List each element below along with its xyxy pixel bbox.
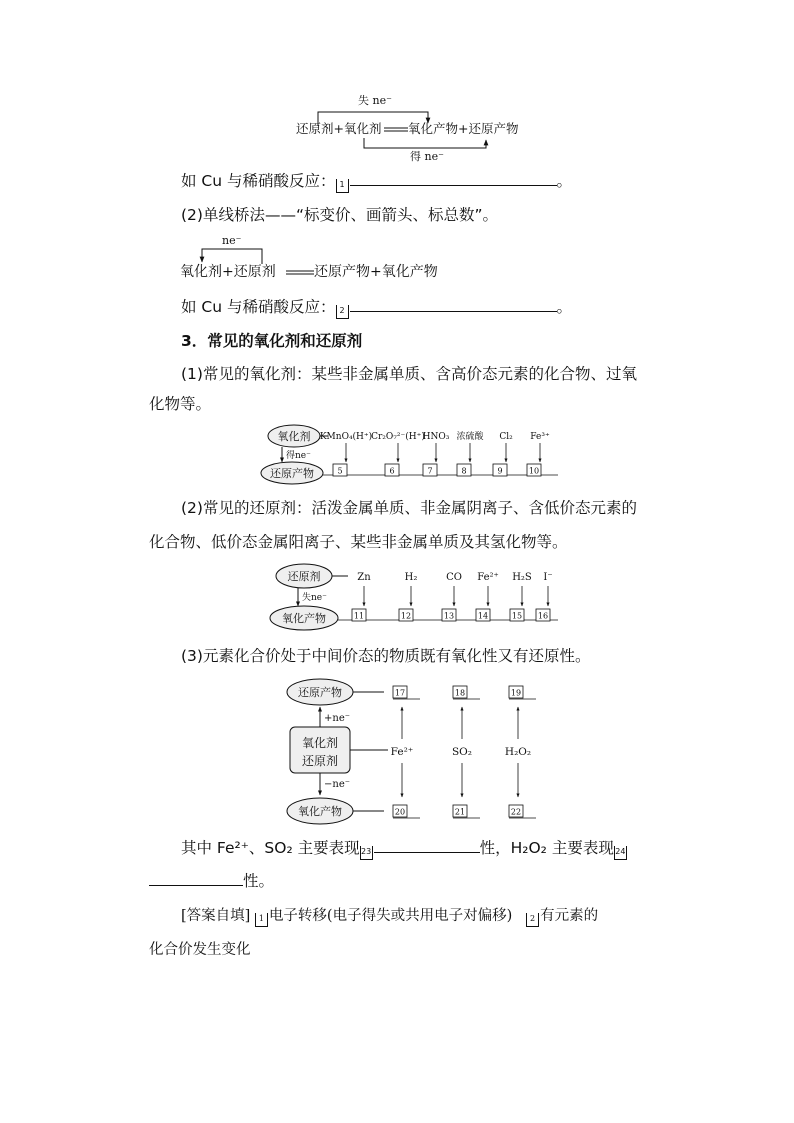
svg-text:9: 9	[497, 466, 503, 476]
oxidant-formula: Fe³⁺	[530, 432, 550, 442]
summary-line-1	[181, 838, 628, 860]
gain-electrons-label: 得ne⁻	[286, 451, 311, 461]
svg-text:17: 17	[394, 688, 406, 698]
oxidant-formula: Cr₂O₇²⁻(H⁺)	[371, 432, 425, 442]
reductant-formula: Zn	[357, 572, 371, 583]
example-line-2	[181, 297, 572, 319]
answer-box	[333, 464, 347, 476]
double-bridge-equation	[290, 90, 540, 162]
svg-text:6: 6	[389, 466, 395, 476]
svg-text:8: 8	[461, 466, 467, 476]
answer-marker: 2	[526, 913, 539, 927]
svg-text:5: 5	[337, 466, 343, 476]
svg-text:7: 7	[427, 466, 433, 476]
minus-electrons-label: −ne⁻	[324, 779, 351, 790]
answer-box	[509, 805, 523, 817]
answer-marker: 1	[336, 179, 349, 193]
single-bridge-equation	[178, 232, 468, 284]
example-prefix: 如 Cu 与稀硝酸反应：	[181, 172, 336, 190]
oxidant-formula: KMnO₄(H⁺)	[319, 432, 373, 442]
answer-box	[457, 464, 471, 476]
lose-electrons-label: 失ne⁻	[302, 593, 327, 603]
answer-box	[385, 464, 399, 476]
answer-box	[393, 805, 407, 817]
answer-box	[527, 464, 541, 476]
answer-box	[536, 609, 550, 621]
answer-marker: 2	[336, 305, 349, 319]
equation-right: 氧化产物+还原产物	[408, 121, 519, 136]
answer-marker: 1	[255, 913, 268, 927]
period: 。	[556, 298, 573, 316]
summary-text: 性，H₂O₂ 主要表现	[479, 839, 614, 857]
oxidant-oval: 氧化剂	[277, 430, 311, 443]
oxidant-formula: Cl₂	[499, 432, 513, 442]
intermediate-valence-diagram	[284, 675, 554, 833]
answer-box	[399, 609, 413, 621]
answer-box	[442, 609, 456, 621]
equation-right: 还原产物+氧化产物	[314, 264, 438, 280]
answer-box	[393, 686, 407, 698]
svg-text:22: 22	[510, 807, 522, 817]
answer-marker: 23	[360, 846, 373, 860]
oxidation-product-oval: 氧化产物	[282, 612, 326, 625]
intermediate-valence-para: (3)元素化合价处于中间价态的物质既有氧化性又有还原性。	[181, 647, 591, 665]
example-prefix: 如 Cu 与稀硝酸反应：	[181, 298, 336, 316]
svg-text:15: 15	[511, 611, 523, 621]
plus-electrons-label: +ne⁻	[324, 713, 351, 724]
section-heading: 3．常见的氧化剂和还原剂	[181, 332, 363, 350]
summary-text: 性。	[243, 872, 275, 890]
reductant-formula: H₂S	[512, 572, 532, 583]
svg-text:16: 16	[537, 611, 549, 621]
reductant-label: 还原剂	[301, 754, 339, 768]
equation-left: 氧化剂+还原剂	[180, 264, 276, 280]
reductant-formula: I⁻	[543, 572, 553, 583]
oxidation-product-oval: 氧化产物	[298, 805, 342, 818]
example-line-1	[181, 171, 572, 193]
single-bridge-heading: (2)单线桥法——“标变价、画箭头、标总数”。	[181, 206, 499, 224]
answer-box	[453, 805, 467, 817]
answer-box	[510, 609, 524, 621]
reductant-formula: CO	[446, 572, 462, 583]
period: 。	[556, 172, 573, 190]
reductant-formula: H₂	[404, 572, 418, 583]
svg-text:14: 14	[477, 611, 489, 621]
oxidant-formula: HNO₃	[422, 432, 450, 442]
answer-box	[423, 464, 437, 476]
answer-line-1	[181, 906, 598, 927]
answer-box	[453, 686, 467, 698]
oxidant-diagram	[258, 422, 568, 488]
answer-line-2: 化合价发生变化	[149, 942, 251, 958]
reduction-product-oval: 还原产物	[270, 467, 314, 480]
oxidant-para-line-2: 化物等。	[149, 395, 212, 413]
lose-electrons-label: 失 ne⁻	[358, 94, 392, 107]
answer-text: 有元素的	[540, 908, 599, 924]
answer-box	[352, 609, 366, 621]
reduction-product-oval: 还原产物	[298, 686, 342, 699]
answer-label: [答案自填]	[181, 908, 251, 924]
answer-box	[476, 609, 490, 621]
reductant-formula: Fe²⁺	[477, 572, 499, 583]
reductant-para-line-1: (2)常见的还原剂：活泼金属单质、非金属阴离子、含低价态元素的	[181, 499, 637, 517]
svg-text:11: 11	[353, 611, 365, 621]
answer-blank[interactable]	[350, 171, 557, 186]
svg-text:10: 10	[528, 466, 540, 476]
summary-text: 其中 Fe²⁺、SO₂ 主要表现	[181, 839, 360, 857]
oxidant-label: 氧化剂	[301, 736, 339, 750]
reductant-para-line-2: 化合物、低价态金属阳离子、某些非金属单质及其氢化物等。	[149, 533, 568, 551]
answer-box	[509, 686, 523, 698]
answer-box	[493, 464, 507, 476]
answer-marker: 24	[614, 846, 627, 860]
oxidant-para-line-1: (1)常见的氧化剂：某些非金属单质、含高价态元素的化合物、过氧	[181, 365, 637, 383]
substance-formula: H₂O₂	[504, 746, 532, 758]
answer-text: 电子转移(电子得失或共用电子对偏移)	[268, 908, 513, 924]
svg-text:20: 20	[394, 807, 406, 817]
equation-left: 还原剂+氧化剂	[296, 121, 382, 136]
answer-blank[interactable]	[350, 297, 557, 312]
answer-blank[interactable]	[374, 838, 480, 853]
summary-line-2	[149, 871, 274, 891]
reductant-oval: 还原剂	[287, 570, 321, 583]
substance-formula: SO₂	[451, 746, 473, 758]
oxidant-formula: 浓硫酸	[456, 432, 484, 442]
gain-electrons-label: 得 ne⁻	[410, 150, 444, 162]
svg-text:18: 18	[454, 688, 466, 698]
svg-text:12: 12	[400, 611, 412, 621]
svg-text:13: 13	[443, 611, 455, 621]
svg-text:21: 21	[454, 807, 466, 817]
reductant-diagram	[268, 562, 568, 632]
answer-blank[interactable]	[149, 871, 243, 886]
substance-formula: Fe²⁺	[390, 746, 414, 758]
electron-count-label: ne⁻	[222, 234, 242, 247]
svg-text:19: 19	[510, 688, 522, 698]
